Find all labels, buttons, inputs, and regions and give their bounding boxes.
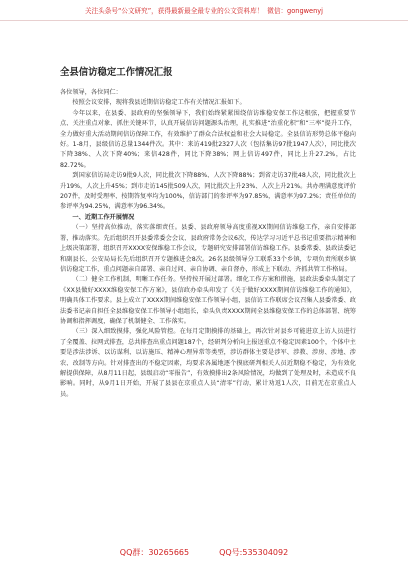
promo-text: 关注头条号“公文研究”，获得最新最全最专业的公文资料库！ [84, 7, 264, 15]
qq-group: QQ群：30265665 [119, 547, 190, 557]
salutation: 各位领导，各位同仁： [60, 89, 122, 96]
work-item-2: （二）健全工作机制，明晰工作任务。坚持按开展过部署。细化工作方案和措施，县政法委牵头制定了《XX县做好XXXX维稳安保工作方案》，县信政办牵头印发了《关于做好XXXX期间信访维稳工作的通知》，明确具体工作要求。县上成立了XXXX期间维稳安保工作领导小组，县信访工作联席会议召集人县委常委、政法委书记亲自担任全县维稳安保工作领导小组组长，牵头负责XXXX期间全县维稳安保工作的总体部署、统筹协调和指挥调度，确保了机制健全、工作落实。 [60, 276, 356, 325]
stats-paragraph: 到国家信访局走访9批9人次，同比批次下降88%、人次下降88%；到省走访37批48人次，同比批次上升19%，人次上升45%；到市走访145批509人次，同比批次上升23%、人次上升21%。共办理满意度评价207件，及时受理率、按期答复率均为100%，信访部门的参评率为97.85%，满意率为97.2%；责任单位的参评率为94.25%，满意率为96.34%。 [60, 172, 356, 211]
footer-contact [0, 544, 408, 560]
work-item-1: （一）坚持高位推动，落实落细责任。县委、县政府领导高度重视XX期间信访维稳工作，亲自安排部署，推动落实。先后组织召开县委常委会会议、县政府常务会议6次，传达学习习近平总书记重要指示精神和上级决策部署，组织召开XXXX安保维稳工作会议，专题研究安排部署信访维稳工作。县委常委、县政法委记和副县长、公安局局长先后组织召开专题推进会8次。26名县级领导分工联系33个乡镇，专项负责所联乡镇信访稳定工作，重点问题亲自部署、亲自过问、亲自协调、亲自督办，形成上下联动、齐抓共管工作格局。 [60, 224, 356, 273]
overview-paragraph: 今年以来，在县委、县政府的坚强领导下，我们始终紧紧围绕信访维稳安保工作这根弦，把握重要节点、关注重点对象、抓住关键环节，认真开展信访问题源头治理，扎实推进“治重化积”和“三率”提升工作，全力做好重大活动期间信访保障工作，有效维护了群众合法权益和社会大局稳定。全县信访形势总体平稳向好。1-8月，县级信访总量1344件次。其中：来访419批2327人次（包括集访97批1947人次），同比批次下降38%、人次下降40%；来信428件，同比下降38%；网上信访497件，同比上升27.2%，占比82.72%。 [60, 109, 356, 169]
document-body [60, 88, 356, 400]
qq-number: QQ号:535304092 [219, 547, 289, 557]
work-item-3: （三）深入细致摸排，强化风险管控。在每月定期摸排的基础上，再次针对县乡可能进京上访人员进行了全覆盖、拉网式排查，总共排查出重点问题187个，经研判分析向上报送重点不稳定因素100个，个体中主要是涉法涉诉、以访谋利、以访施压、精神心理异常等类型，涉访群体主要是涉军、涉教、涉房、涉地、涉农、改制等方向。针对排查出的不稳定因素，均要求各属地逐个摸底研判相关人员近期稳不稳定，为有效化解提供保障，从8月11日起，县级启动“零报告”，有效摸排出2条风险情况，均做到了处理及时，未造成不良影响。同时，从9月1日开始，开展了县县在京重点人员“清零”行动，累计劝返1人次，目前无在京重点人员。 [60, 328, 356, 398]
section-heading: 一、近期工作开展情况 [72, 213, 135, 221]
intro-paragraph: 按照会议安排，现将我县近期信访稳定工作有关情况汇报如下。 [72, 99, 246, 107]
page-title: 全县信访稳定工作情况汇报 [60, 67, 173, 78]
promo-banner [0, 0, 408, 21]
wechat-id: 微信：gongwenyj [267, 7, 323, 15]
